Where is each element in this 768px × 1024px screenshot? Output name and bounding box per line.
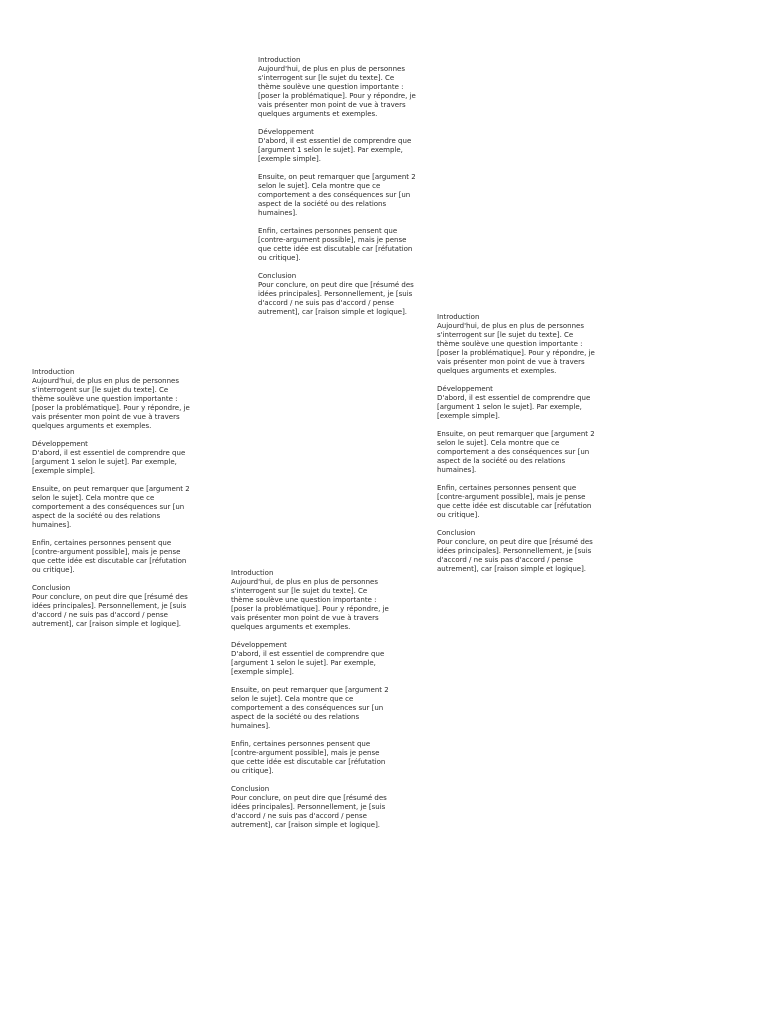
section-counter-argument [32,539,190,575]
section-body: Aujourd'hui, de plus en plus de personnes s'interrogent sur [le sujet du texte]. Ce thème soulève une question importante : [poser la problématique]. Pour y répondre, je vais présenter mon point de vue à travers quelques arguments et exemples. [231,578,389,631]
section-heading: Conclusion [437,529,476,537]
section-body: Ensuite, on peut remarquer que [argument 2 selon le sujet]. Cela montre que ce comportement a des conséquences sur [un aspect de la société ou des relations humaines]. [32,485,190,529]
section-counter-argument [231,740,389,776]
section-introduction [258,56,416,119]
section-body: Enfin, certaines personnes pensent que [contre-argument possible], mais je pense que cette idée est discutable car [réfutation ou critique]. [258,227,413,262]
section-body: D'abord, il est essentiel de comprendre que [argument 1 selon le sujet]. Par exemple, [exemple simple]. [231,650,385,676]
section-body: Pour conclure, on peut dire que [résumé des idées principales]. Personnellement, je [suis d'accord / ne suis pas d'accord / pense autrement], car [raison simple et logique]. [258,281,414,316]
essay-copy-2 [437,313,595,574]
section-heading: Conclusion [32,584,71,592]
section-introduction [231,569,389,632]
section-body: Ensuite, on peut remarquer que [argument 2 selon le sujet]. Cela montre que ce comportement a des conséquences sur [un aspect de la société ou des relations humaines]. [258,173,416,217]
section-body: Ensuite, on peut remarquer que [argument 2 selon le sujet]. Cela montre que ce comportement a des conséquences sur [un aspect de la société ou des relations humaines]. [437,430,595,474]
section-body: Enfin, certaines personnes pensent que [contre-argument possible], mais je pense que cette idée est discutable car [réfutation ou critique]. [437,484,592,519]
section-body: Aujourd'hui, de plus en plus de personnes s'interrogent sur [le sujet du texte]. Ce thème soulève une question importante : [poser la problématique]. Pour y répondre, je vais présenter mon point de vue à travers quelques arguments et exemples. [32,377,190,430]
section-body: D'abord, il est essentiel de comprendre que [argument 1 selon le sujet]. Par exemple, [exemple simple]. [437,394,591,420]
section-heading: Introduction [258,56,301,64]
section-body: Pour conclure, on peut dire que [résumé des idées principales]. Personnellement, je [suis d'accord / ne suis pas d'accord / pense autrement], car [raison simple et logique]. [437,538,593,573]
section-introduction [437,313,595,376]
section-heading: Conclusion [258,272,297,280]
section-body: Ensuite, on peut remarquer que [argument 2 selon le sujet]. Cela montre que ce comportement a des conséquences sur [un aspect de la société ou des relations humaines]. [231,686,389,730]
section-heading: Développement [231,641,287,649]
section-counter-argument [258,227,416,263]
section-heading: Introduction [437,313,480,321]
section-body: D'abord, il est essentiel de comprendre que [argument 1 selon le sujet]. Par exemple, [exemple simple]. [258,137,412,163]
section-developpement [231,641,389,677]
section-heading: Développement [437,385,493,393]
section-argument-2 [231,686,389,731]
essay-copy-4 [231,569,389,830]
section-argument-2 [437,430,595,475]
section-argument-2 [32,485,190,530]
section-conclusion [32,584,190,629]
section-body: Enfin, certaines personnes pensent que [contre-argument possible], mais je pense que cette idée est discutable car [réfutation ou critique]. [231,740,386,775]
section-body: Pour conclure, on peut dire que [résumé des idées principales]. Personnellement, je [suis d'accord / ne suis pas d'accord / pense autrement], car [raison simple et logique]. [32,593,188,628]
section-heading: Conclusion [231,785,270,793]
section-conclusion [437,529,595,574]
section-conclusion [231,785,389,830]
section-body: Enfin, certaines personnes pensent que [contre-argument possible], mais je pense que cette idée est discutable car [réfutation ou critique]. [32,539,187,574]
essay-copy-3 [32,368,190,629]
section-heading: Développement [32,440,88,448]
section-body: Aujourd'hui, de plus en plus de personnes s'interrogent sur [le sujet du texte]. Ce thème soulève une question importante : [poser la problématique]. Pour y répondre, je vais présenter mon point de vue à travers quelques arguments et exemples. [258,65,416,118]
section-introduction [32,368,190,431]
section-heading: Introduction [32,368,75,376]
section-body: Aujourd'hui, de plus en plus de personnes s'interrogent sur [le sujet du texte]. Ce thème soulève une question importante : [poser la problématique]. Pour y répondre, je vais présenter mon point de vue à travers quelques arguments et exemples. [437,322,595,375]
section-heading: Introduction [231,569,274,577]
essay-copy-1 [258,56,416,317]
section-heading: Développement [258,128,314,136]
section-conclusion [258,272,416,317]
section-developpement [32,440,190,476]
section-counter-argument [437,484,595,520]
section-body: Pour conclure, on peut dire que [résumé des idées principales]. Personnellement, je [suis d'accord / ne suis pas d'accord / pense autrement], car [raison simple et logique]. [231,794,387,829]
section-argument-2 [258,173,416,218]
section-developpement [437,385,595,421]
section-developpement [258,128,416,164]
section-body: D'abord, il est essentiel de comprendre que [argument 1 selon le sujet]. Par exemple, [exemple simple]. [32,449,186,475]
